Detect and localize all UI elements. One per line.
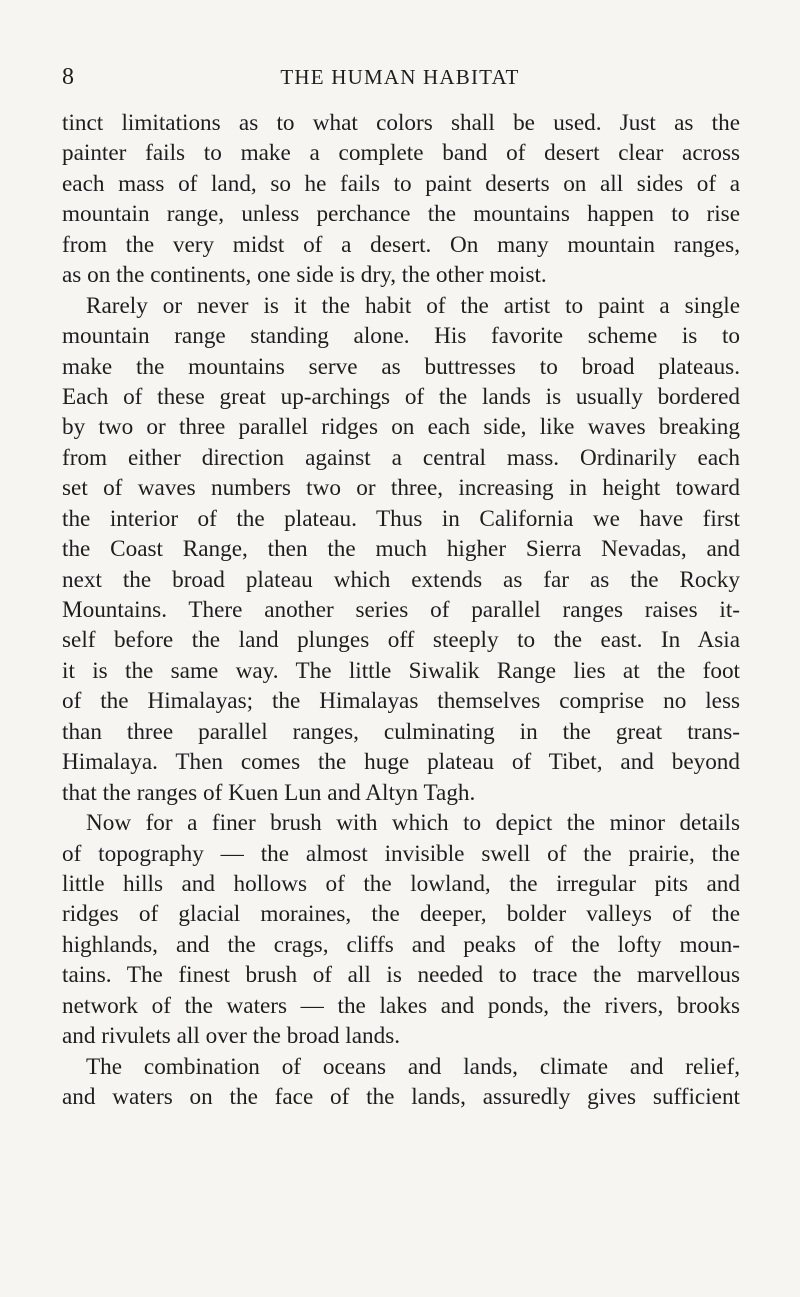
text-line: and rivulets all over the broad lands. — [62, 1023, 401, 1050]
text-line: highlands, and the crags, cliffs and peaks of the lofty moun- — [62, 931, 740, 958]
text-line: self before the land plunges off steeply to the east. In Asia — [62, 627, 740, 654]
text-line: by two or three parallel ridges on each side, like waves breaking — [62, 414, 740, 441]
running-head-title: THE HUMAN HABITAT — [280, 65, 520, 89]
text-line: mountain range standing alone. His favorite scheme is to — [62, 323, 740, 350]
body-text — [62, 108, 740, 1112]
text-line: tinct limitations as to what colors shall be used. Just as the — [62, 110, 740, 136]
text-line: tains. The finest brush of all is needed to trace the marvellous — [62, 962, 740, 989]
text-line: of topography — the almost invisible swell of the prairie, the — [62, 840, 740, 867]
text-line: next the broad plateau which extends as far as the Rocky — [62, 566, 740, 593]
text-line: each mass of land, so he fails to paint deserts on all sides of a — [62, 170, 740, 197]
text-line: network of the waters — the lakes and ponds, the rivers, brooks — [62, 992, 740, 1019]
text-line: ridges of glacial moraines, the deeper, bolder valleys of the — [62, 901, 740, 928]
page-number: 8 — [62, 64, 74, 90]
text-line: the interior of the plateau. Thus in California we have first — [62, 505, 740, 532]
text-line: Rarely or never is it the habit of the artist to paint a single — [86, 292, 740, 319]
text-line: than three parallel ranges, culminating in the great trans- — [62, 718, 740, 745]
text-line: Each of these great up-archings of the lands is usually bordered — [62, 383, 740, 410]
text-line: The combination of oceans and lands, climate and relief, — [86, 1053, 740, 1080]
text-line: painter fails to make a complete band of desert clear across — [62, 140, 740, 167]
text-line: from the very midst of a desert. On many mountain ranges, — [62, 231, 740, 258]
running-head — [62, 62, 738, 92]
text-line: and waters on the face of the lands, assuredly gives sufficient — [62, 1084, 740, 1110]
text-line: Himalaya. Then comes the huge plateau of Tibet, and beyond — [62, 749, 740, 776]
text-line: mountain range, unless perchance the mountains happen to rise — [62, 201, 740, 228]
text-line: little hills and hollows of the lowland, the irregular pits and — [62, 870, 740, 897]
text-line: set of waves numbers two or three, increasing in height toward — [62, 475, 740, 502]
text-line: as on the continents, one side is dry, the other moist. — [62, 262, 547, 289]
text-line: Now for a finer brush with which to depict the minor details — [86, 810, 740, 837]
text-line: from either direction against a central mass. Ordinarily each — [62, 444, 740, 471]
text-line: the Coast Range, then the much higher Sierra Nevadas, and — [62, 536, 740, 563]
text-line: make the mountains serve as buttresses to broad plateaus. — [62, 353, 740, 380]
text-line: that the ranges of Kuen Lun and Altyn Tagh. — [62, 779, 476, 806]
text-line: Mountains. There another series of parallel ranges raises it- — [62, 597, 740, 623]
text-line: of the Himalayas; the Himalayas themselves comprise no less — [62, 688, 740, 715]
text-line: it is the same way. The little Siwalik Range lies at the foot — [62, 657, 740, 684]
